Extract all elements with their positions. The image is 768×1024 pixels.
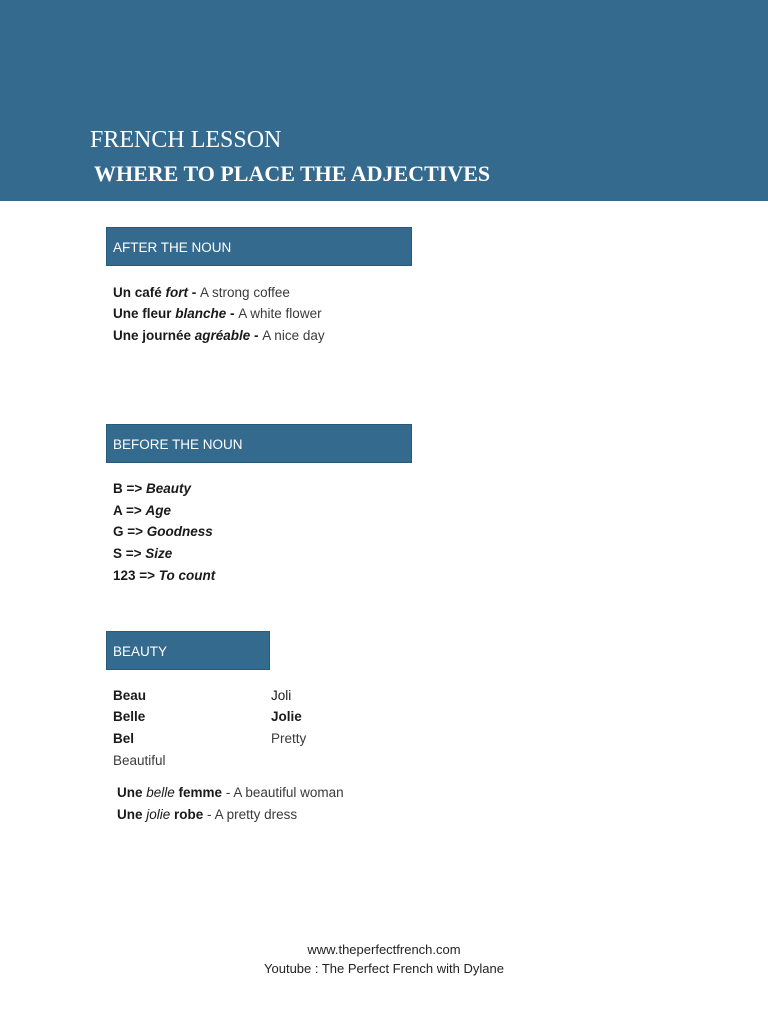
beauty-word: Belle xyxy=(113,709,146,724)
english-translation: A beautiful woman xyxy=(233,785,344,800)
pretty-translation: Pretty xyxy=(271,731,307,746)
section-header-beauty: BEAUTY xyxy=(106,631,270,670)
french-adjective: fort xyxy=(165,285,189,300)
bags-letter: B => xyxy=(113,481,147,496)
french-phrase: Une xyxy=(117,807,147,822)
footer-youtube: Youtube : The Perfect French with Dylane xyxy=(264,961,504,976)
french-adjective: blanche xyxy=(175,306,227,321)
bags-meaning: Size xyxy=(145,546,173,561)
section-header-after-noun: AFTER THE NOUN xyxy=(106,227,412,266)
bags-meaning: Beauty xyxy=(146,481,192,496)
french-noun: robe xyxy=(170,807,204,822)
bags-letter: G => xyxy=(113,524,147,539)
beauty-translation: Beautiful xyxy=(113,753,166,768)
english-translation: A nice day xyxy=(262,328,325,343)
bags-meaning: To count xyxy=(158,568,216,583)
separator: - xyxy=(250,328,263,343)
french-phrase: Une fleur xyxy=(113,306,176,321)
bags-meaning: Goodness xyxy=(146,524,213,539)
after-noun-example xyxy=(113,284,290,302)
beauty-word: Bel xyxy=(113,731,135,746)
bags-letter: A => xyxy=(113,503,146,518)
section-header-before-noun: BEFORE THE NOUN xyxy=(106,424,412,463)
after-noun-example xyxy=(113,327,325,345)
beauty-word: Beau xyxy=(113,688,147,703)
french-adjective: jolie xyxy=(146,807,171,822)
pretty-word: Joli xyxy=(271,688,292,703)
separator: - xyxy=(203,807,215,822)
bags-meaning: Age xyxy=(145,503,172,518)
lesson-title: FRENCH LESSON xyxy=(90,127,282,153)
english-translation: A pretty dress xyxy=(214,807,298,822)
bags-item xyxy=(113,523,213,541)
separator: - xyxy=(188,285,201,300)
bags-letter: S => xyxy=(113,546,146,561)
bags-item xyxy=(113,545,172,563)
after-noun-example xyxy=(113,305,322,323)
separator: - xyxy=(226,306,239,321)
french-phrase: Une xyxy=(117,785,147,800)
bags-item xyxy=(113,480,191,498)
french-phrase: Une journée xyxy=(113,328,195,343)
pretty-word: Jolie xyxy=(271,709,302,724)
french-adjective: belle xyxy=(146,785,175,800)
bags-letter: 123 => xyxy=(113,568,159,583)
bags-item xyxy=(113,502,171,520)
footer-website: www.theperfectfrench.com xyxy=(307,942,461,957)
beauty-example xyxy=(117,806,297,824)
bags-item xyxy=(113,567,215,585)
beauty-example xyxy=(117,784,344,802)
separator: - xyxy=(222,785,234,800)
english-translation: A white flower xyxy=(238,306,322,321)
lesson-subtitle: WHERE TO PLACE THE ADJECTIVES xyxy=(94,161,491,186)
french-phrase: Un café xyxy=(113,285,166,300)
french-adjective: agréable xyxy=(194,328,251,343)
english-translation: A strong coffee xyxy=(200,285,290,300)
french-noun: femme xyxy=(174,785,223,800)
